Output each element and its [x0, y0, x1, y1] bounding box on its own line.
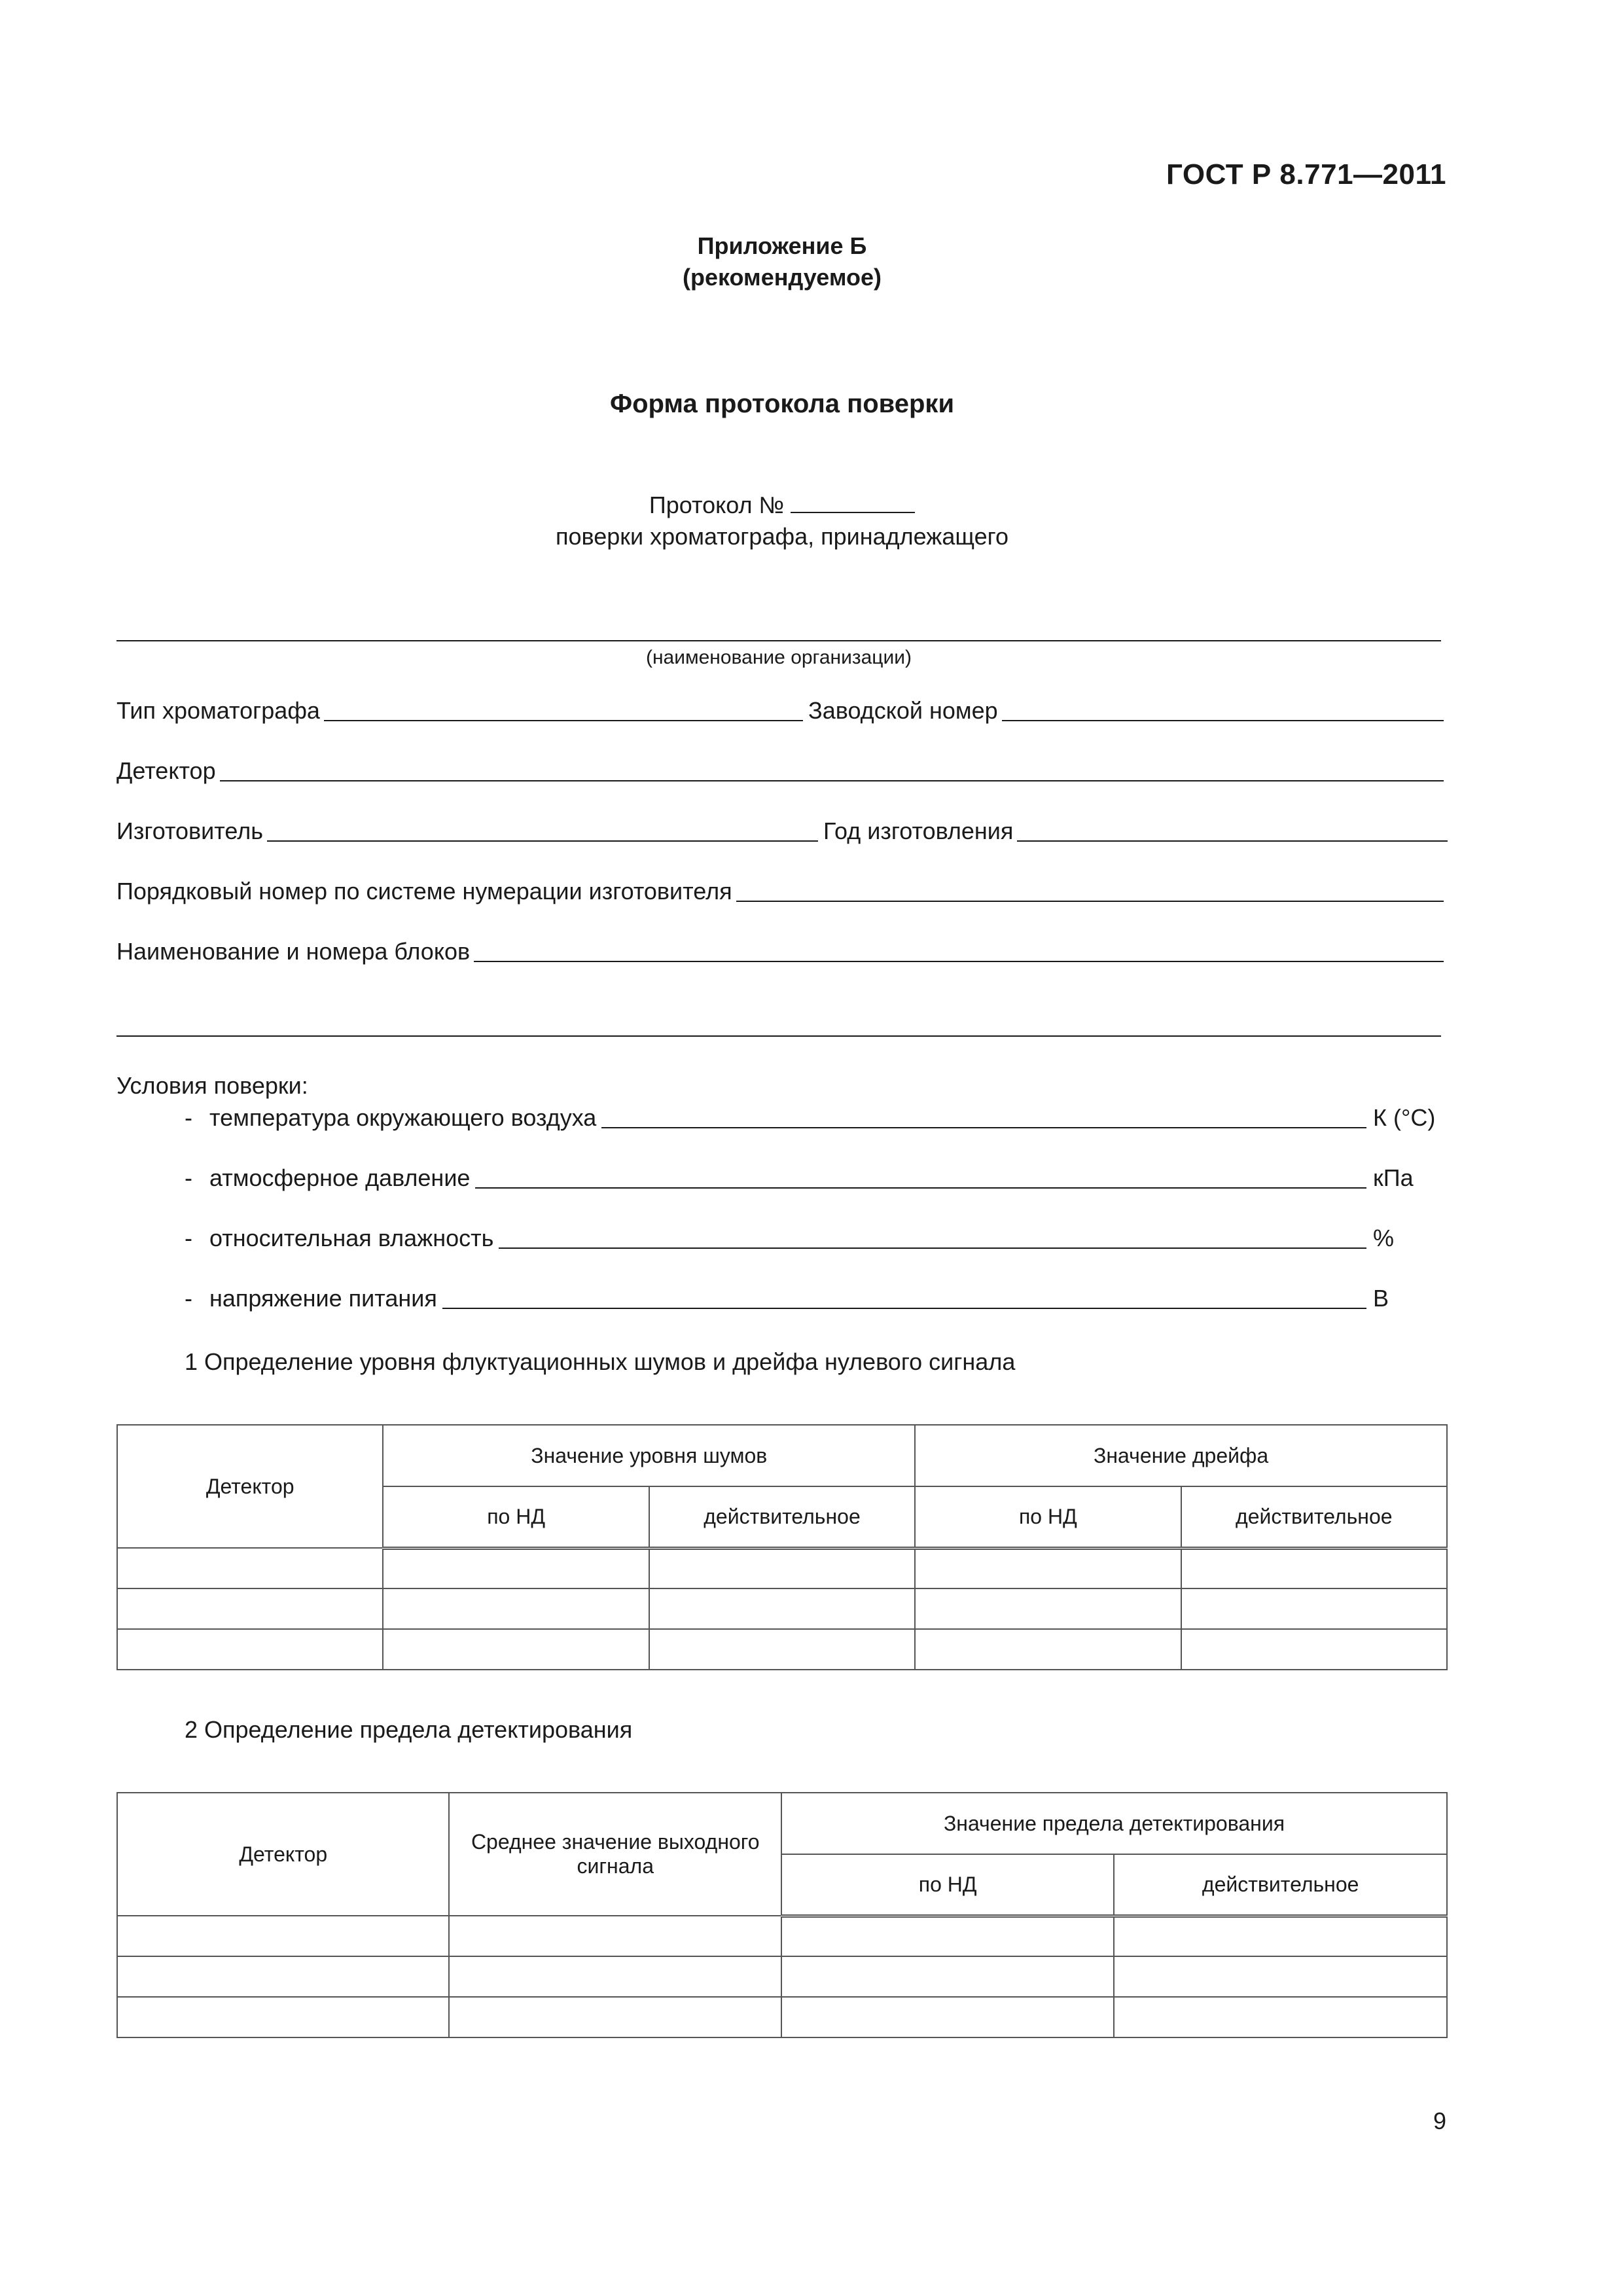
table-cell[interactable] — [649, 1629, 915, 1670]
manufacturer-field[interactable] — [267, 818, 818, 842]
table-header-limit-nd: по НД — [781, 1854, 1114, 1916]
appendix-status: (рекомендуемое) — [683, 264, 882, 291]
sequence-number-field[interactable] — [736, 878, 1444, 902]
section1-heading: 1 Определение уровня флуктуационных шумов и дрейфа нулевого сигнала — [185, 1348, 1016, 1375]
form-title: Форма протокола поверки — [609, 389, 955, 418]
table-row — [117, 1997, 1447, 2037]
serial-number-label: Заводской номер — [808, 697, 998, 724]
table-cell[interactable] — [449, 1997, 781, 2037]
table-cell[interactable] — [449, 1916, 781, 1956]
chromatograph-type-label: Тип хроматографа — [116, 697, 320, 724]
detector-row — [116, 757, 1444, 785]
table-cell[interactable] — [649, 1548, 915, 1588]
table-header-noise-nd: по НД — [383, 1486, 649, 1548]
condition-field[interactable] — [499, 1225, 1366, 1249]
detector-label: Детектор — [116, 757, 216, 784]
table-cell[interactable] — [117, 1956, 449, 1997]
condition-unit: кПа — [1373, 1164, 1414, 1191]
table-cell[interactable] — [383, 1548, 649, 1588]
standard-code: ГОСТ Р 8.771—2011 — [1166, 158, 1446, 190]
table-header-detector: Детектор — [117, 1793, 449, 1916]
blocks-continuation-field[interactable] — [116, 1035, 1441, 1037]
condition-label: атмосферное давление — [209, 1164, 471, 1191]
noise-drift-table — [116, 1424, 1448, 1670]
bullet-dash: - — [185, 1285, 192, 1312]
table-cell[interactable] — [1181, 1629, 1447, 1670]
conditions-heading: Условия поверки: — [116, 1072, 308, 1099]
chromatograph-type-field[interactable] — [324, 698, 803, 721]
year-label: Год изготовления — [823, 817, 1014, 844]
blocks-field[interactable] — [474, 939, 1444, 962]
bullet-dash: - — [185, 1225, 192, 1251]
table-cell[interactable] — [649, 1588, 915, 1629]
year-field[interactable] — [1017, 818, 1448, 842]
condition-unit: К (°С) — [1373, 1104, 1436, 1131]
table-cell[interactable] — [915, 1588, 1181, 1629]
table-cell[interactable] — [1181, 1588, 1447, 1629]
table-row — [117, 1629, 1447, 1670]
condition-label: относительная влажность — [209, 1225, 494, 1251]
table-header-detection-limit: Значение предела детектирования — [781, 1793, 1447, 1854]
table-cell[interactable] — [781, 1956, 1114, 1997]
table-cell[interactable] — [781, 1997, 1114, 2037]
table-row — [117, 1956, 1447, 1997]
organization-caption: (наименование организации) — [646, 647, 912, 668]
condition-field[interactable] — [475, 1165, 1366, 1189]
table-cell[interactable] — [1114, 1997, 1447, 2037]
organization-field[interactable] — [116, 640, 1441, 641]
appendix-title: Приложение Б — [697, 232, 867, 259]
condition-row — [185, 1103, 1444, 1132]
protocol-number-field[interactable] — [791, 490, 915, 513]
bullet-dash: - — [185, 1104, 192, 1131]
table-cell[interactable] — [1181, 1548, 1447, 1588]
appendix-heading — [0, 230, 1564, 293]
condition-field[interactable] — [601, 1105, 1366, 1128]
page-number: 9 — [1433, 2108, 1446, 2134]
table-header-noise: Значение уровня шумов — [383, 1425, 915, 1486]
table-cell[interactable] — [117, 1548, 383, 1588]
table-cell[interactable] — [1114, 1916, 1447, 1956]
condition-unit: % — [1373, 1225, 1395, 1251]
condition-label: температура окружающего воздуха — [209, 1104, 597, 1131]
table-cell[interactable] — [383, 1588, 649, 1629]
table-cell[interactable] — [1114, 1956, 1447, 1997]
condition-label: напряжение питания — [209, 1285, 437, 1312]
sequence-number-label: Порядковый номер по системе нумерации изготовителя — [116, 878, 732, 905]
condition-row — [185, 1224, 1444, 1253]
manufacturer-row — [116, 817, 1448, 846]
table-header-drift-actual: действительное — [1181, 1486, 1447, 1548]
protocol-number-label: Протокол № — [649, 492, 785, 518]
condition-row — [185, 1284, 1444, 1313]
detector-field[interactable] — [220, 758, 1444, 781]
table-header-drift-nd: по НД — [915, 1486, 1181, 1548]
serial-number-field[interactable] — [1002, 698, 1444, 721]
table-cell[interactable] — [383, 1629, 649, 1670]
table-header-detector: Детектор — [117, 1425, 383, 1548]
table-header-mean-output: Среднее значение выходного сигнала — [449, 1793, 781, 1916]
table-header-limit-actual: действительное — [1114, 1854, 1447, 1916]
table-cell[interactable] — [117, 1588, 383, 1629]
table-cell[interactable] — [449, 1956, 781, 1997]
condition-row — [185, 1164, 1444, 1193]
protocol-heading — [0, 490, 1564, 552]
blocks-label: Наименование и номера блоков — [116, 938, 471, 965]
table-row — [117, 1588, 1447, 1629]
chromatograph-type-row — [116, 696, 1444, 725]
bullet-dash: - — [185, 1164, 192, 1191]
condition-field[interactable] — [442, 1285, 1366, 1309]
table-cell[interactable] — [915, 1548, 1181, 1588]
table-row — [117, 1548, 1447, 1588]
protocol-subtitle: поверки хроматографа, принадлежащего — [556, 523, 1008, 550]
table-cell[interactable] — [915, 1629, 1181, 1670]
table-cell[interactable] — [117, 1629, 383, 1670]
blocks-row — [116, 937, 1444, 966]
table-cell[interactable] — [781, 1916, 1114, 1956]
sequence-number-row — [116, 877, 1444, 906]
table-row — [117, 1916, 1447, 1956]
detection-limit-table — [116, 1792, 1448, 2038]
table-cell[interactable] — [117, 1997, 449, 2037]
section2-heading: 2 Определение предела детектирования — [185, 1716, 633, 1743]
manufacturer-label: Изготовитель — [116, 817, 263, 844]
table-header-noise-actual: действительное — [649, 1486, 915, 1548]
condition-unit: В — [1373, 1285, 1389, 1312]
table-header-drift: Значение дрейфа — [915, 1425, 1447, 1486]
table-cell[interactable] — [117, 1916, 449, 1956]
